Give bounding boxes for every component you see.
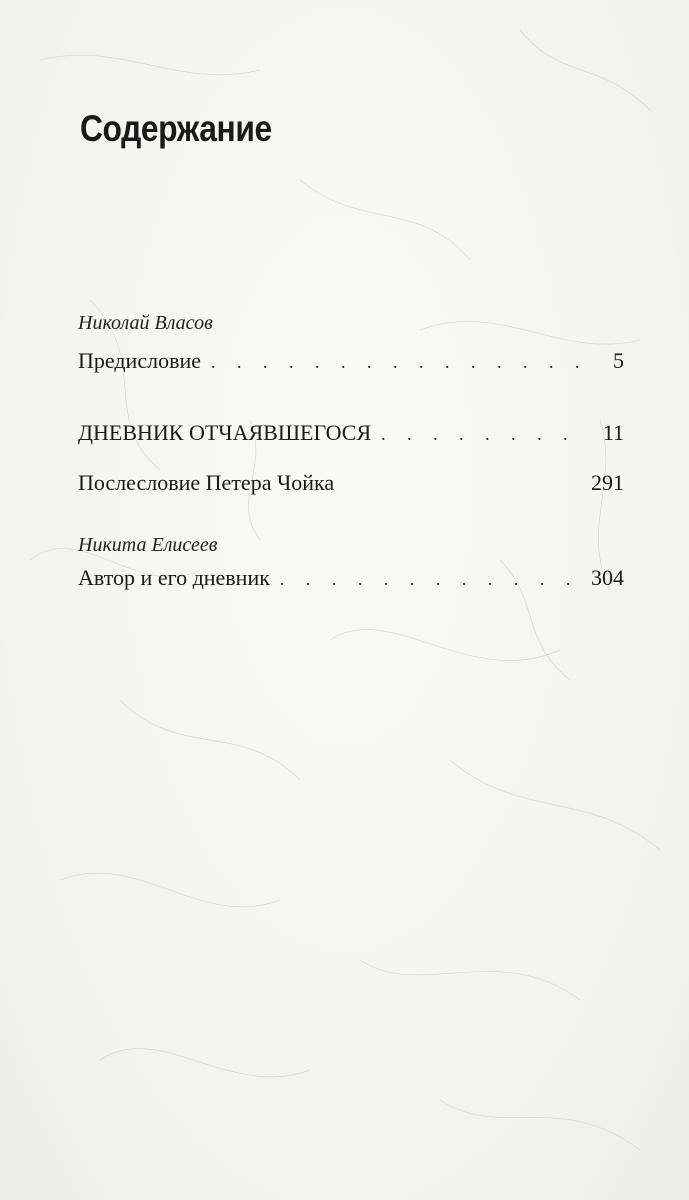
toc-entry-author-and-diary[interactable]: [78, 565, 624, 595]
toc-entry-label: ДНЕВНИК ОТЧАЯВШЕГОСЯ: [78, 420, 372, 445]
toc-entry-diary[interactable]: [78, 420, 624, 450]
leader-dots: [211, 352, 588, 373]
toc-entry-page: 5: [613, 348, 624, 373]
toc-entry-label: Автор и его дневник: [78, 565, 270, 590]
toc-entry-afterword[interactable]: [78, 470, 624, 500]
leader-dots: [280, 569, 585, 590]
page-title: Содержание: [80, 108, 272, 149]
toc-entry-preface[interactable]: [78, 348, 624, 378]
toc-entry-label: Послесловие Петера Чойка: [78, 470, 335, 495]
section-author: Николай Власов: [78, 312, 213, 334]
section-author: Никита Елисеев: [78, 534, 218, 556]
toc-entry-page: 291: [591, 470, 624, 495]
toc-entry-label: Предисловие: [78, 348, 201, 373]
toc-entry-page: 11: [602, 420, 624, 445]
leader-dots: [381, 424, 588, 445]
toc-entry-page: 304: [591, 565, 624, 590]
